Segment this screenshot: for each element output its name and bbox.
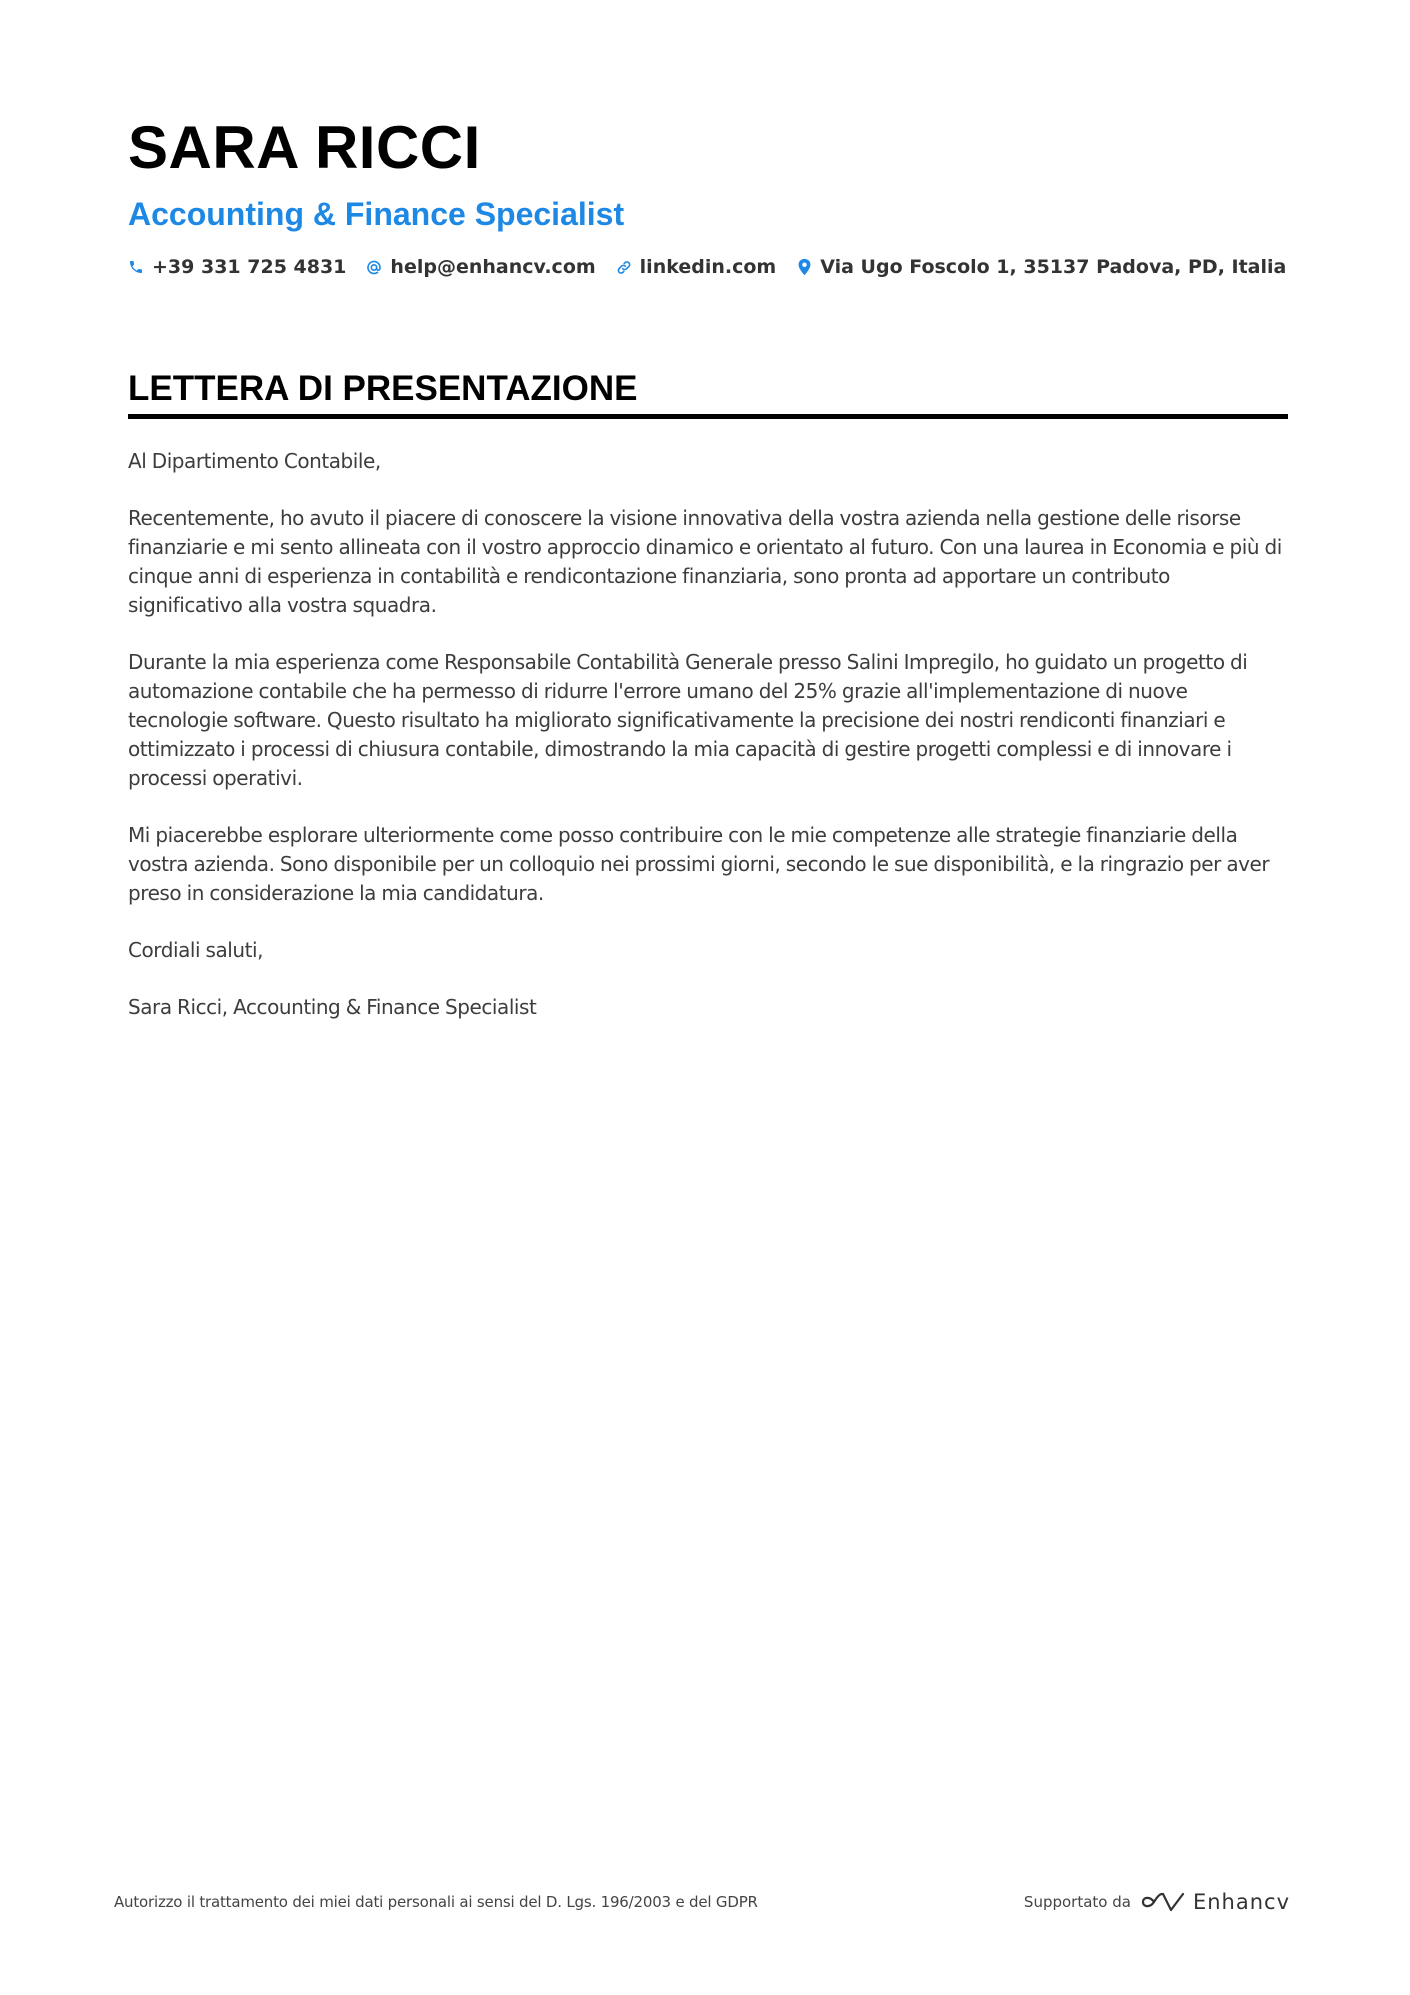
letter-paragraph: Durante la mia esperienza come Responsabile Contabilità Generale presso Salini Impregilo, ho guidato un progetto di automazione contabile che ha permesso di ridurre l'errore umano del 25% grazie all'implementazione di nuove tecnologie software. Questo risultato ha migliorato significativamente la precisione dei nostri rendiconti finanziari e ottimizzato i processi di chiusura contabile, dimostrando la mia capacità di gestire progetti complessi e di innovare i processi operativi.: [128, 650, 1248, 790]
brand-name: Enhancv: [1192, 1890, 1290, 1914]
at-icon: [366, 258, 382, 276]
letter-body: [128, 447, 1288, 1022]
letter-closing: Cordiali saluti,: [128, 938, 264, 962]
letter-paragraph: Mi piacerebbe esplorare ulteriormente come posso contribuire con le mie competenze alle strategie finanziarie della vostra azienda. Sono disponibile per un colloquio nei prossimi giorni, secondo le sue disponibilità, e la ringrazio per aver preso in considerazione la mia candidatura.: [128, 823, 1270, 905]
location-pin-icon: [796, 258, 812, 276]
contact-email[interactable]: [366, 256, 595, 278]
candidate-role: Accounting & Finance Specialist: [128, 196, 625, 232]
link-icon: [616, 258, 632, 276]
letter-salutation: Al Dipartimento Contabile,: [128, 449, 381, 473]
brand-logo: [1141, 1890, 1290, 1914]
powered-by-label: Supportato da: [1023, 1893, 1131, 1911]
address-text: Via Ugo Foscolo 1, 35137 Padova, PD, Italia: [820, 256, 1287, 278]
letter-signature: Sara Ricci, Accounting & Finance Specialist: [128, 995, 537, 1019]
letter-paragraph: Recentemente, ho avuto il piacere di conoscere la visione innovativa della vostra azienda nella gestione delle risorse finanziarie e mi sento allineata con il vostro approccio dinamico e orientato al futuro. Con una laurea in Economia e più di cinque anni di esperienza in contabilità e rendicontazione finanziaria, sono pronta ad apportare un contributo significativo alla vostra squadra.: [128, 506, 1282, 617]
enhancv-logo-icon: [1141, 1891, 1185, 1913]
header: [128, 112, 1288, 278]
email-text: help@enhancv.com: [390, 256, 596, 278]
privacy-consent: Autorizzo il trattamento dei miei dati personali ai sensi del D. Lgs. 196/2003 e del GDPR: [114, 1893, 758, 1911]
contact-bar: [128, 256, 1288, 278]
cover-letter-section: [128, 368, 1288, 1050]
footer: [114, 1890, 1290, 1914]
contact-linkedin[interactable]: [616, 256, 777, 278]
contact-address: [796, 256, 1286, 278]
contact-phone: [128, 256, 346, 278]
linkedin-text: linkedin.com: [639, 256, 777, 278]
phone-icon: [128, 258, 144, 276]
candidate-name: SARA RICCI: [128, 114, 481, 181]
powered-by[interactable]: [1024, 1890, 1290, 1914]
section-title: LETTERA DI PRESENTAZIONE: [128, 368, 1288, 419]
phone-text: +39 331 725 4831: [152, 256, 347, 278]
